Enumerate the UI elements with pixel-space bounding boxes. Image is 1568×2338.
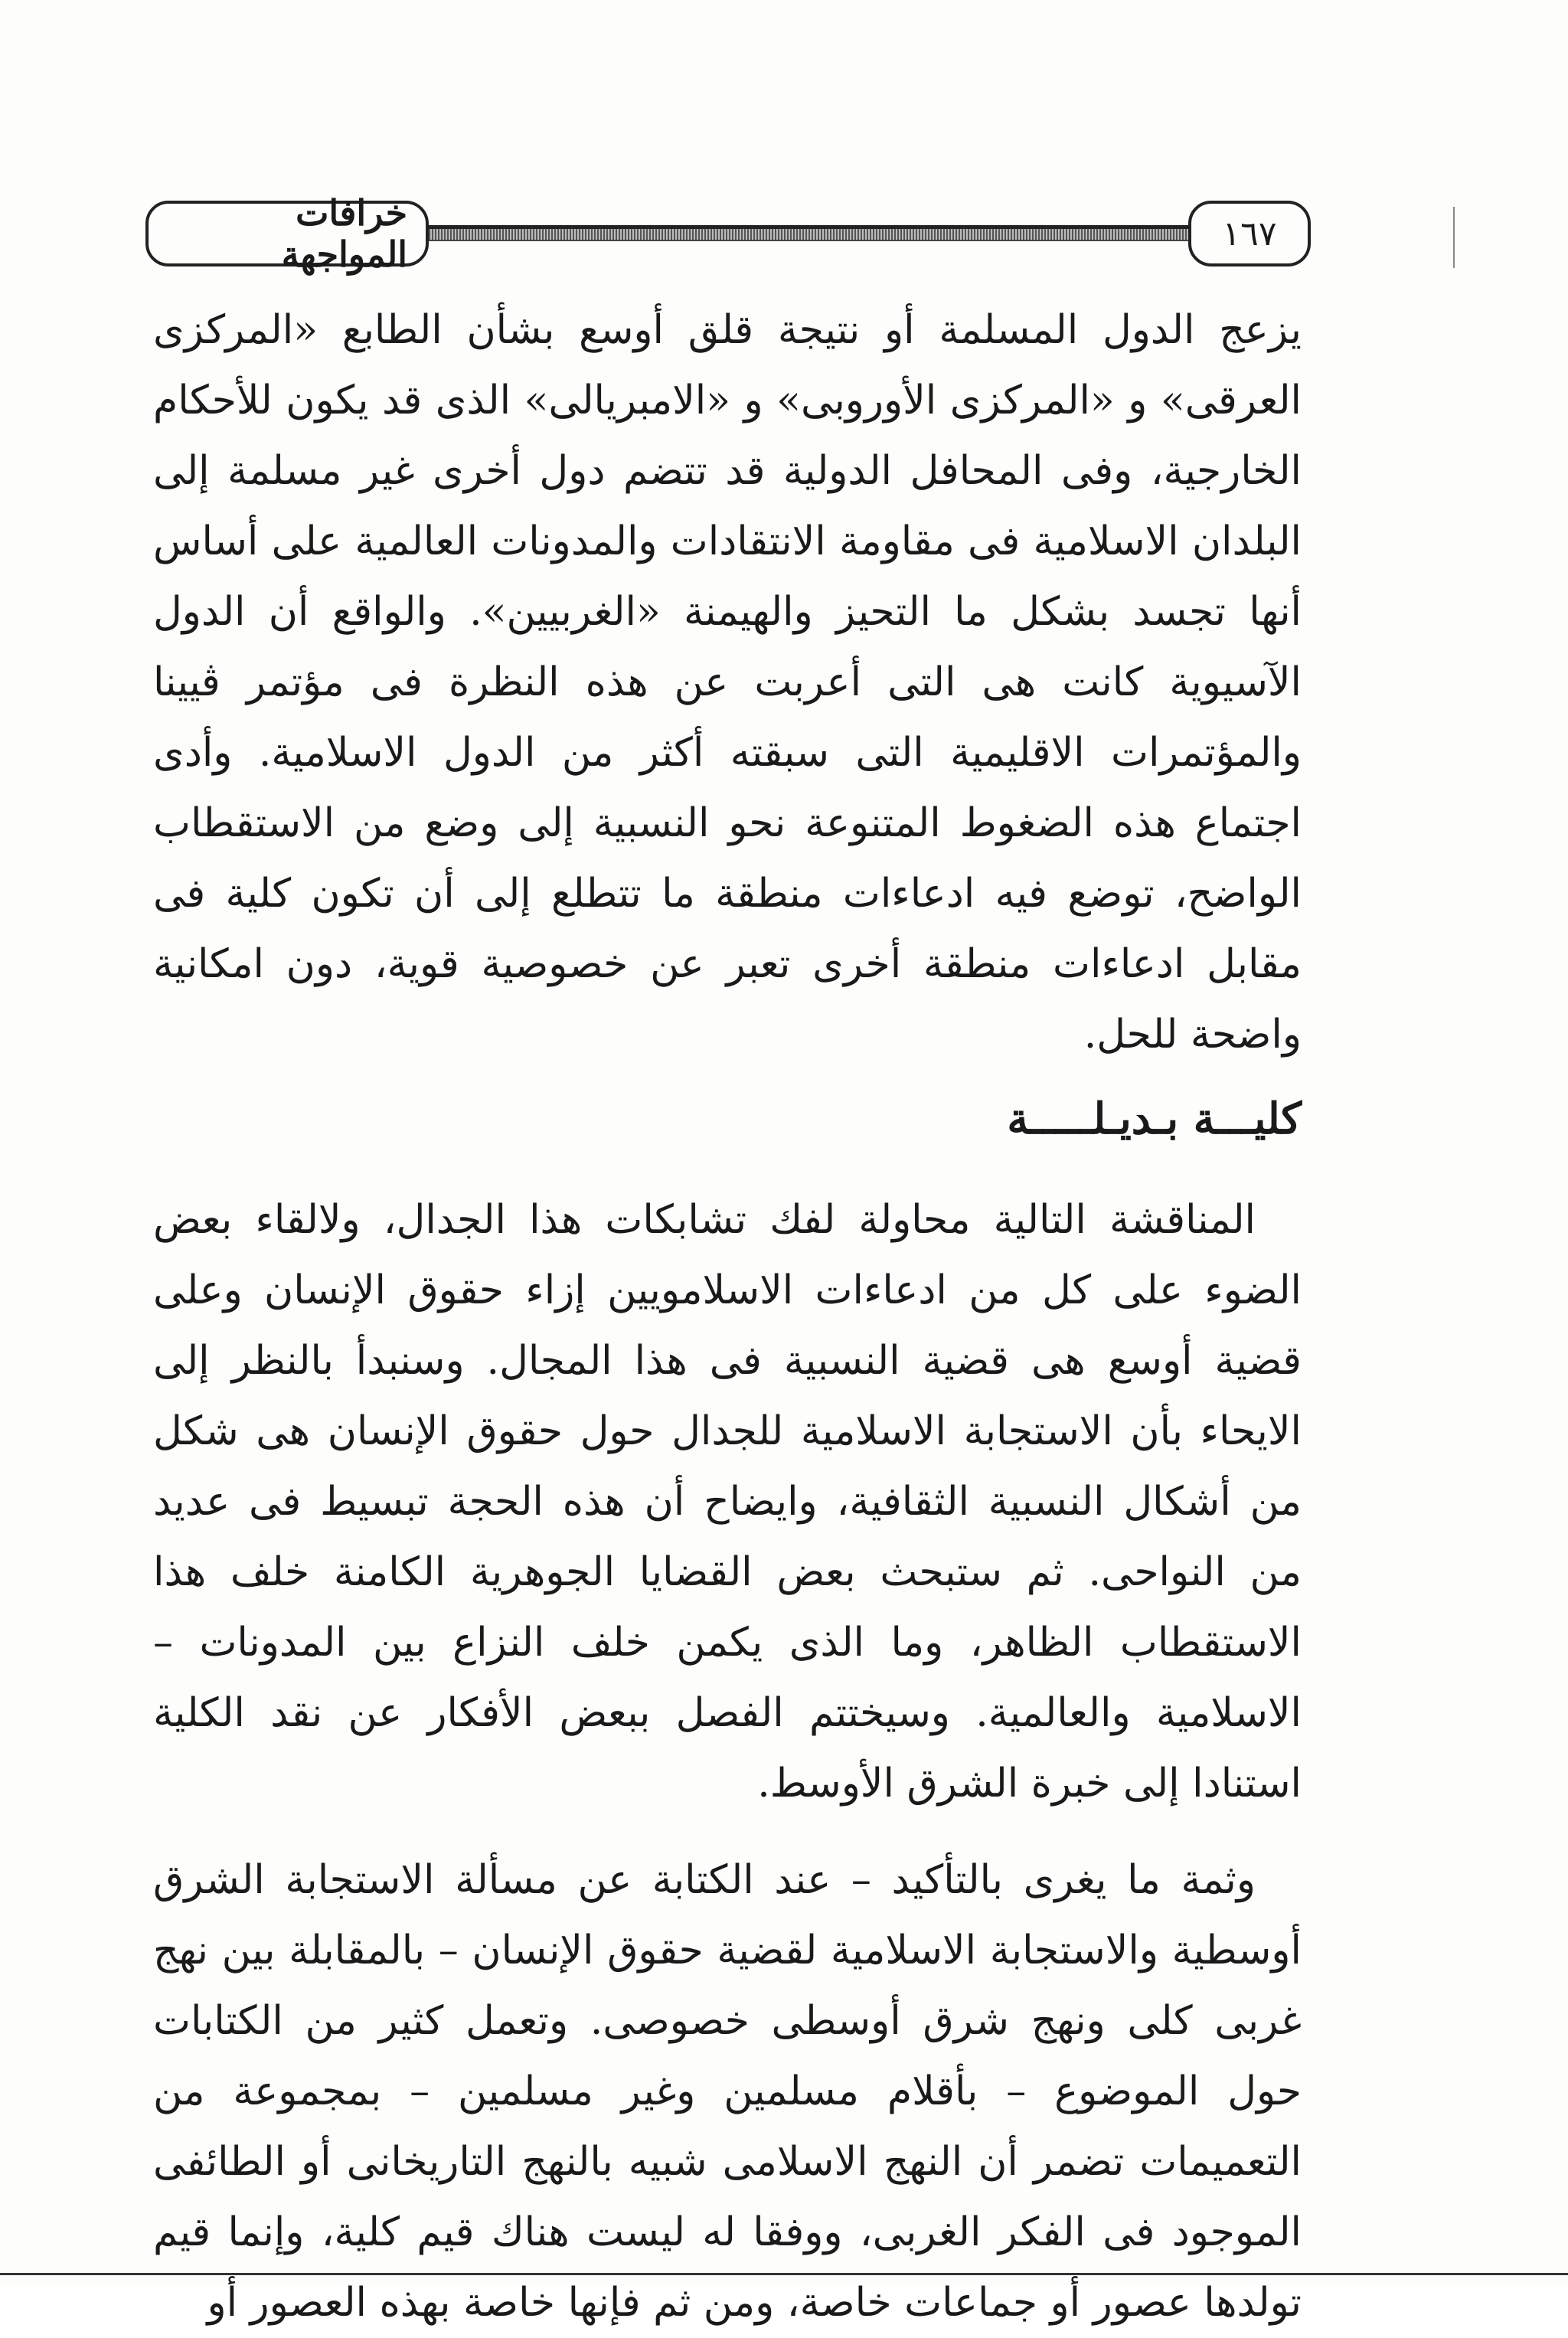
margin-line bbox=[1453, 207, 1455, 268]
header-title: خرافات المواجهة bbox=[281, 192, 407, 275]
header-ornamental-rule bbox=[413, 225, 1196, 241]
section-heading: كليـــة بـديـلـــــة bbox=[1007, 1094, 1302, 1144]
paragraph: المناقشة التالية محاولة لفك تشابكات هذا الجدال، ولالقاء بعض الضوء على كل من ادعاءات الاسلامويين إزاء حقوق الإنسان وعلى قضية أوسع هى قضية النسبية فى هذا المجال. وسنبدأ بالنظر إلى الايحاء بأن الاستجابة الاسلامية للجدال حول حقوق الإنسان هى شكل من أشكال النسبية الثقافية، وايضاح أن هذه الحجة تبسيط فى عديد من النواحى. ثم ستبحث بعض القضايا الجوهرية الكامنة خلف هذا الاستقطاب الظاهر، وما الذى يكمن خلف النزاع بين المدونات – الاسلامية والعالمية. وسيختتم الفصل ببعض الأفكار عن نقد الكلية استنادا إلى خبرة الشرق الأوسط. bbox=[153, 1197, 1302, 1807]
running-header bbox=[145, 192, 1311, 275]
opening-block bbox=[153, 295, 1302, 1070]
page-number: ١٦٧ bbox=[1222, 214, 1277, 253]
paragraph-continued: يزعج الدول المسلمة أو نتيجة قلق أوسع بشأن الطابع «المركزى العرقى» و «المركزى الأوروبى» و «الامبريالى» الذى قد يكون للأحكام الخارجية، وفى المحافل الدولية قد تتضم دول أخرى غير مسلمة إلى البلدان الاسلامية فى مقاومة الانتقادات والمدونات العالمية على أساس أنها تجسد بشكل ما التحيز والهيمنة «الغربيين». والواقع أن الدول الآسيوية كانت هى التى أعربت عن هذه النظرة فى مؤتمر ڤيينا والمؤتمرات الاقليمية التى سبقته أكثر من الدول الاسلامية. وأدى اجتماع هذه الضغوط المتنوعة نحو النسبية إلى وضع من الاستقطاب الواضح، توضع فيه ادعاءات منطقة ما تتطلع إلى أن تكون كلية فى مقابل ادعاءات منطقة أخرى تعبر عن خصوصية قوية، دون امكانية واضحة للحل. bbox=[153, 307, 1302, 1058]
bottom-edge-line bbox=[0, 2273, 1568, 2275]
paragraph: وثمة ما يغرى بالتأكيد – عند الكتابة عن مسألة الاستجابة الشرق أوسطية والاستجابة الاسلامية لقضية حقوق الإنسان – بالمقابلة بين نهج غربى كلى ونهج شرق أوسطى خصوصى. وتعمل كثير من الكتابات حول الموضوع – بأقلام مسلمين وغير مسلمين – بمجموعة من التعميمات تضمر أن النهج الاسلامى شبيه بالنهج التاريخانى أو الطائفى الموجود فى الفكر الغربى، ووفقا له ليست هناك قيم كلية، وإنما قيم تولدها عصور أو جماعات خاصة، ومن ثم فإنها خاصة بهذه العصور أو bbox=[153, 1857, 1302, 2326]
header-title-box bbox=[145, 192, 429, 275]
page-number-box bbox=[1188, 201, 1311, 266]
page-body bbox=[153, 295, 1302, 2338]
